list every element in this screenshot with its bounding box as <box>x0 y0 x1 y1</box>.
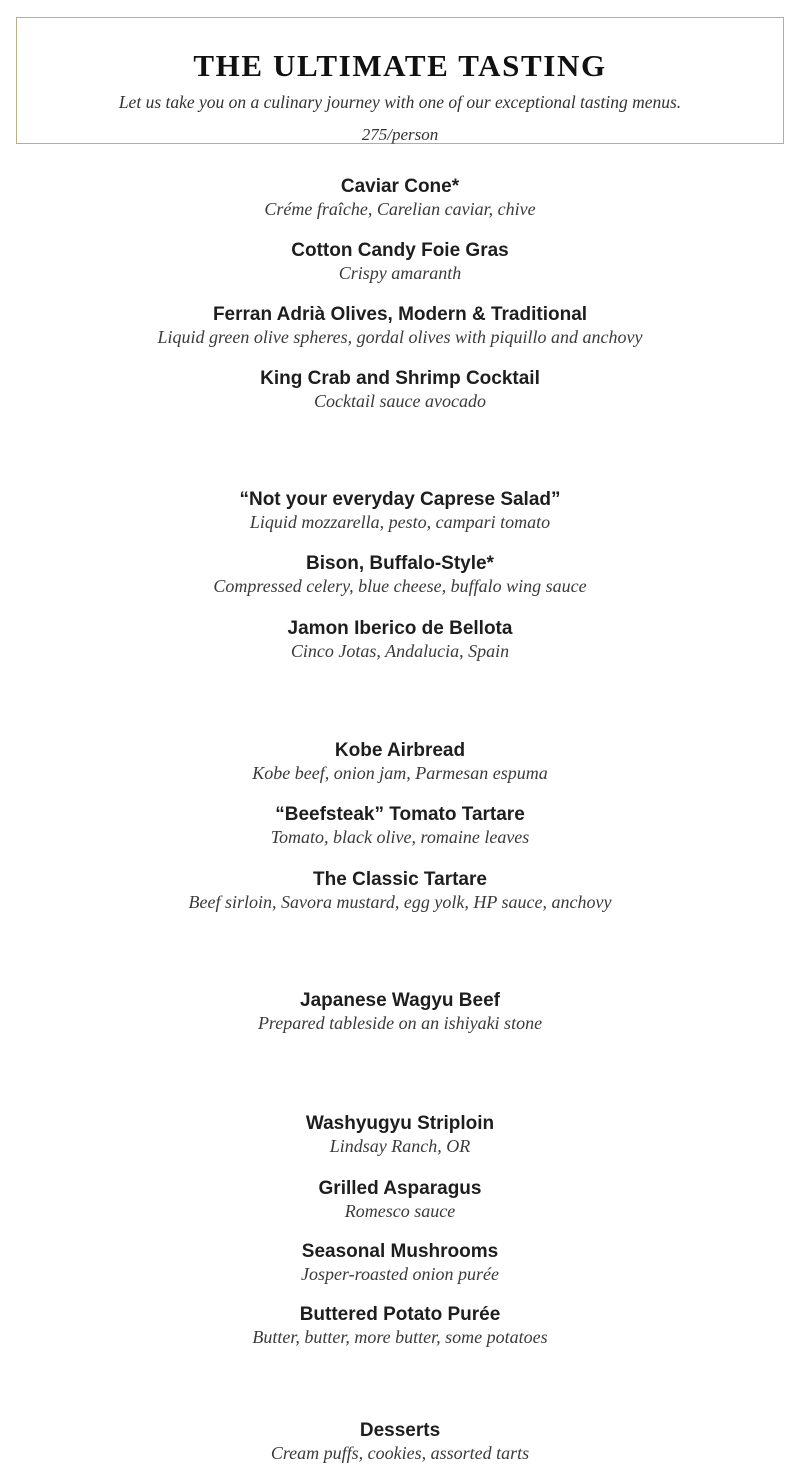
menu-price: 275/person <box>361 125 439 144</box>
menu-item-name: Desserts <box>359 1420 441 1441</box>
menu-item-name: Kobe Airbread <box>334 740 466 761</box>
menu-item-description: Crispy amaranth <box>338 263 462 283</box>
menu-item-cotton-candy-foie-gras <box>0 240 800 285</box>
menu-item-japanese-wagyu-beef <box>0 990 800 1035</box>
menu-header <box>16 17 784 144</box>
menu-item-description: Josper-roasted onion purée <box>301 1264 499 1284</box>
menu-item-description: Cinco Jotas, Andalucia, Spain <box>290 641 510 661</box>
menu-item-name: Seasonal Mushrooms <box>301 1241 499 1262</box>
menu-item-name: “Not your everyday Caprese Salad” <box>239 489 561 510</box>
menu-item-grilled-asparagus <box>0 1178 800 1223</box>
menu-item-name: Bison, Buffalo-Style* <box>306 553 494 574</box>
menu-item-description: Romesco sauce <box>344 1201 456 1221</box>
menu-item-description: Cocktail sauce avocado <box>314 391 486 411</box>
menu-item-name: Caviar Cone* <box>340 176 460 197</box>
menu-item-description: Créme fraîche, Carelian caviar, chive <box>264 199 536 219</box>
menu-item-description: Lindsay Ranch, OR <box>329 1136 471 1156</box>
menu-item-name: Buttered Potato Purée <box>299 1304 501 1325</box>
menu-item-kobe-airbread <box>0 740 800 785</box>
menu-item-washyugyu-striploin <box>0 1113 800 1158</box>
menu-item-description: Tomato, black olive, romaine leaves <box>270 827 530 847</box>
menu-item-caviar-cone <box>0 176 800 221</box>
menu-item-description: Liquid green olive spheres, gordal olives with piquillo and anchovy <box>157 327 643 347</box>
menu-item-classic-tartare <box>0 869 800 914</box>
menu-item-name: Grilled Asparagus <box>318 1178 482 1199</box>
menu-item-name: Japanese Wagyu Beef <box>300 990 500 1011</box>
menu-item-name: King Crab and Shrimp Cocktail <box>260 368 540 389</box>
menu-item-name: Jamon Iberico de Bellota <box>287 618 513 639</box>
menu-item-description: Butter, butter, more butter, some potatoes <box>252 1327 548 1347</box>
menu-title: THE ULTIMATE TASTING <box>193 48 607 83</box>
menu-item-caprese-salad <box>0 489 800 534</box>
menu-item-name: Washyugyu Striploin <box>305 1113 495 1134</box>
menu-item-seasonal-mushrooms <box>0 1241 800 1286</box>
menu-item-jamon-iberico <box>0 618 800 663</box>
menu-item-name: Cotton Candy Foie Gras <box>291 240 509 261</box>
menu-item-name: Ferran Adrià Olives, Modern & Traditional <box>212 304 588 325</box>
menu-item-desserts <box>0 1420 800 1465</box>
menu-item-ferran-adria-olives <box>0 304 800 349</box>
menu-subtitle: Let us take you on a culinary journey with one of our exceptional tasting menus. <box>118 92 682 112</box>
menu-item-name: “Beefsteak” Tomato Tartare <box>275 804 525 825</box>
menu-item-bison-buffalo-style <box>0 553 800 598</box>
menu-item-king-crab-shrimp-cocktail <box>0 368 800 413</box>
menu-item-beefsteak-tomato-tartare <box>0 804 800 849</box>
menu-item-description: Liquid mozzarella, pesto, campari tomato <box>249 512 551 532</box>
menu-item-description: Beef sirloin, Savora mustard, egg yolk, HP sauce, anchovy <box>188 892 612 912</box>
menu-item-description: Compressed celery, blue cheese, buffalo wing sauce <box>213 576 587 596</box>
menu-item-description: Kobe beef, onion jam, Parmesan espuma <box>252 763 548 783</box>
menu-item-buttered-potato-puree <box>0 1304 800 1349</box>
menu-item-description: Prepared tableside on an ishiyaki stone <box>257 1013 543 1033</box>
menu-item-description: Cream puffs, cookies, assorted tarts <box>270 1443 530 1463</box>
menu-item-name: The Classic Tartare <box>313 869 487 890</box>
